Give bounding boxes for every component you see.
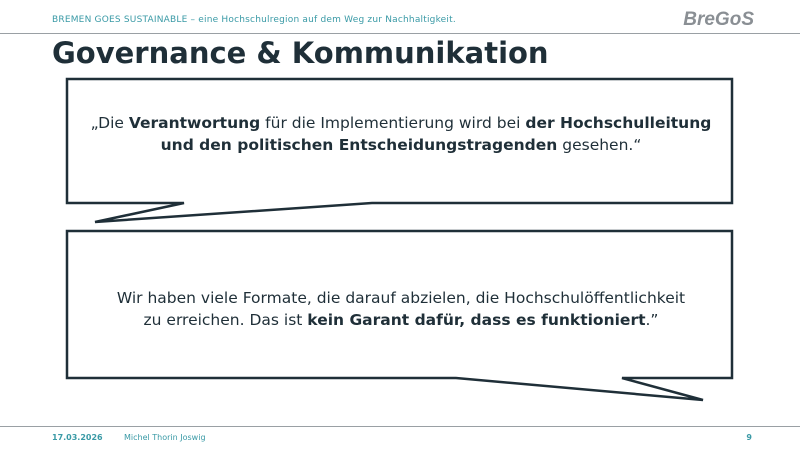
quote1-text-c: gesehen.“	[557, 136, 642, 154]
slide-title: Governance & Kommunikation	[52, 36, 549, 70]
brand-main: BreGo	[683, 9, 742, 30]
project-tagline: – eine Hochschulregion auf dem Weg zur Nachhaltigkeit.	[187, 15, 456, 25]
quote1-bold-verantwortung: Verantwortung	[128, 114, 261, 132]
quote-kommunikation	[70, 287, 732, 331]
project-name: BREMEN GOES SUSTAINABLE	[52, 15, 188, 25]
footer-date: 17.03.2026	[52, 433, 103, 442]
quote2-text-b: .”	[645, 311, 659, 329]
quote1-text-a: „Die	[90, 114, 129, 132]
footer-author: Michel Thorin Joswig	[124, 433, 206, 442]
page-number: 9	[746, 433, 752, 442]
quote-governance	[70, 112, 732, 156]
footer-divider	[0, 426, 800, 427]
quote1-bold-entscheidungstragende: und den politischen Entscheidungstragenden	[160, 136, 558, 154]
quote2-bold-kein-garant: kein Garant dafür, dass es funktioniert	[307, 311, 646, 329]
quote1-text-b: für die Implementierung wird bei	[260, 114, 526, 132]
quote2-text-a: zu erreichen. Das ist	[143, 311, 308, 329]
quote2-line1: Wir haben viele Formate, die darauf abzielen, die Hochschulöffentlichkeit	[116, 289, 686, 307]
brand-last-letter: S	[741, 9, 754, 30]
quote1-bold-hochschulleitung: der Hochschulleitung	[525, 114, 712, 132]
